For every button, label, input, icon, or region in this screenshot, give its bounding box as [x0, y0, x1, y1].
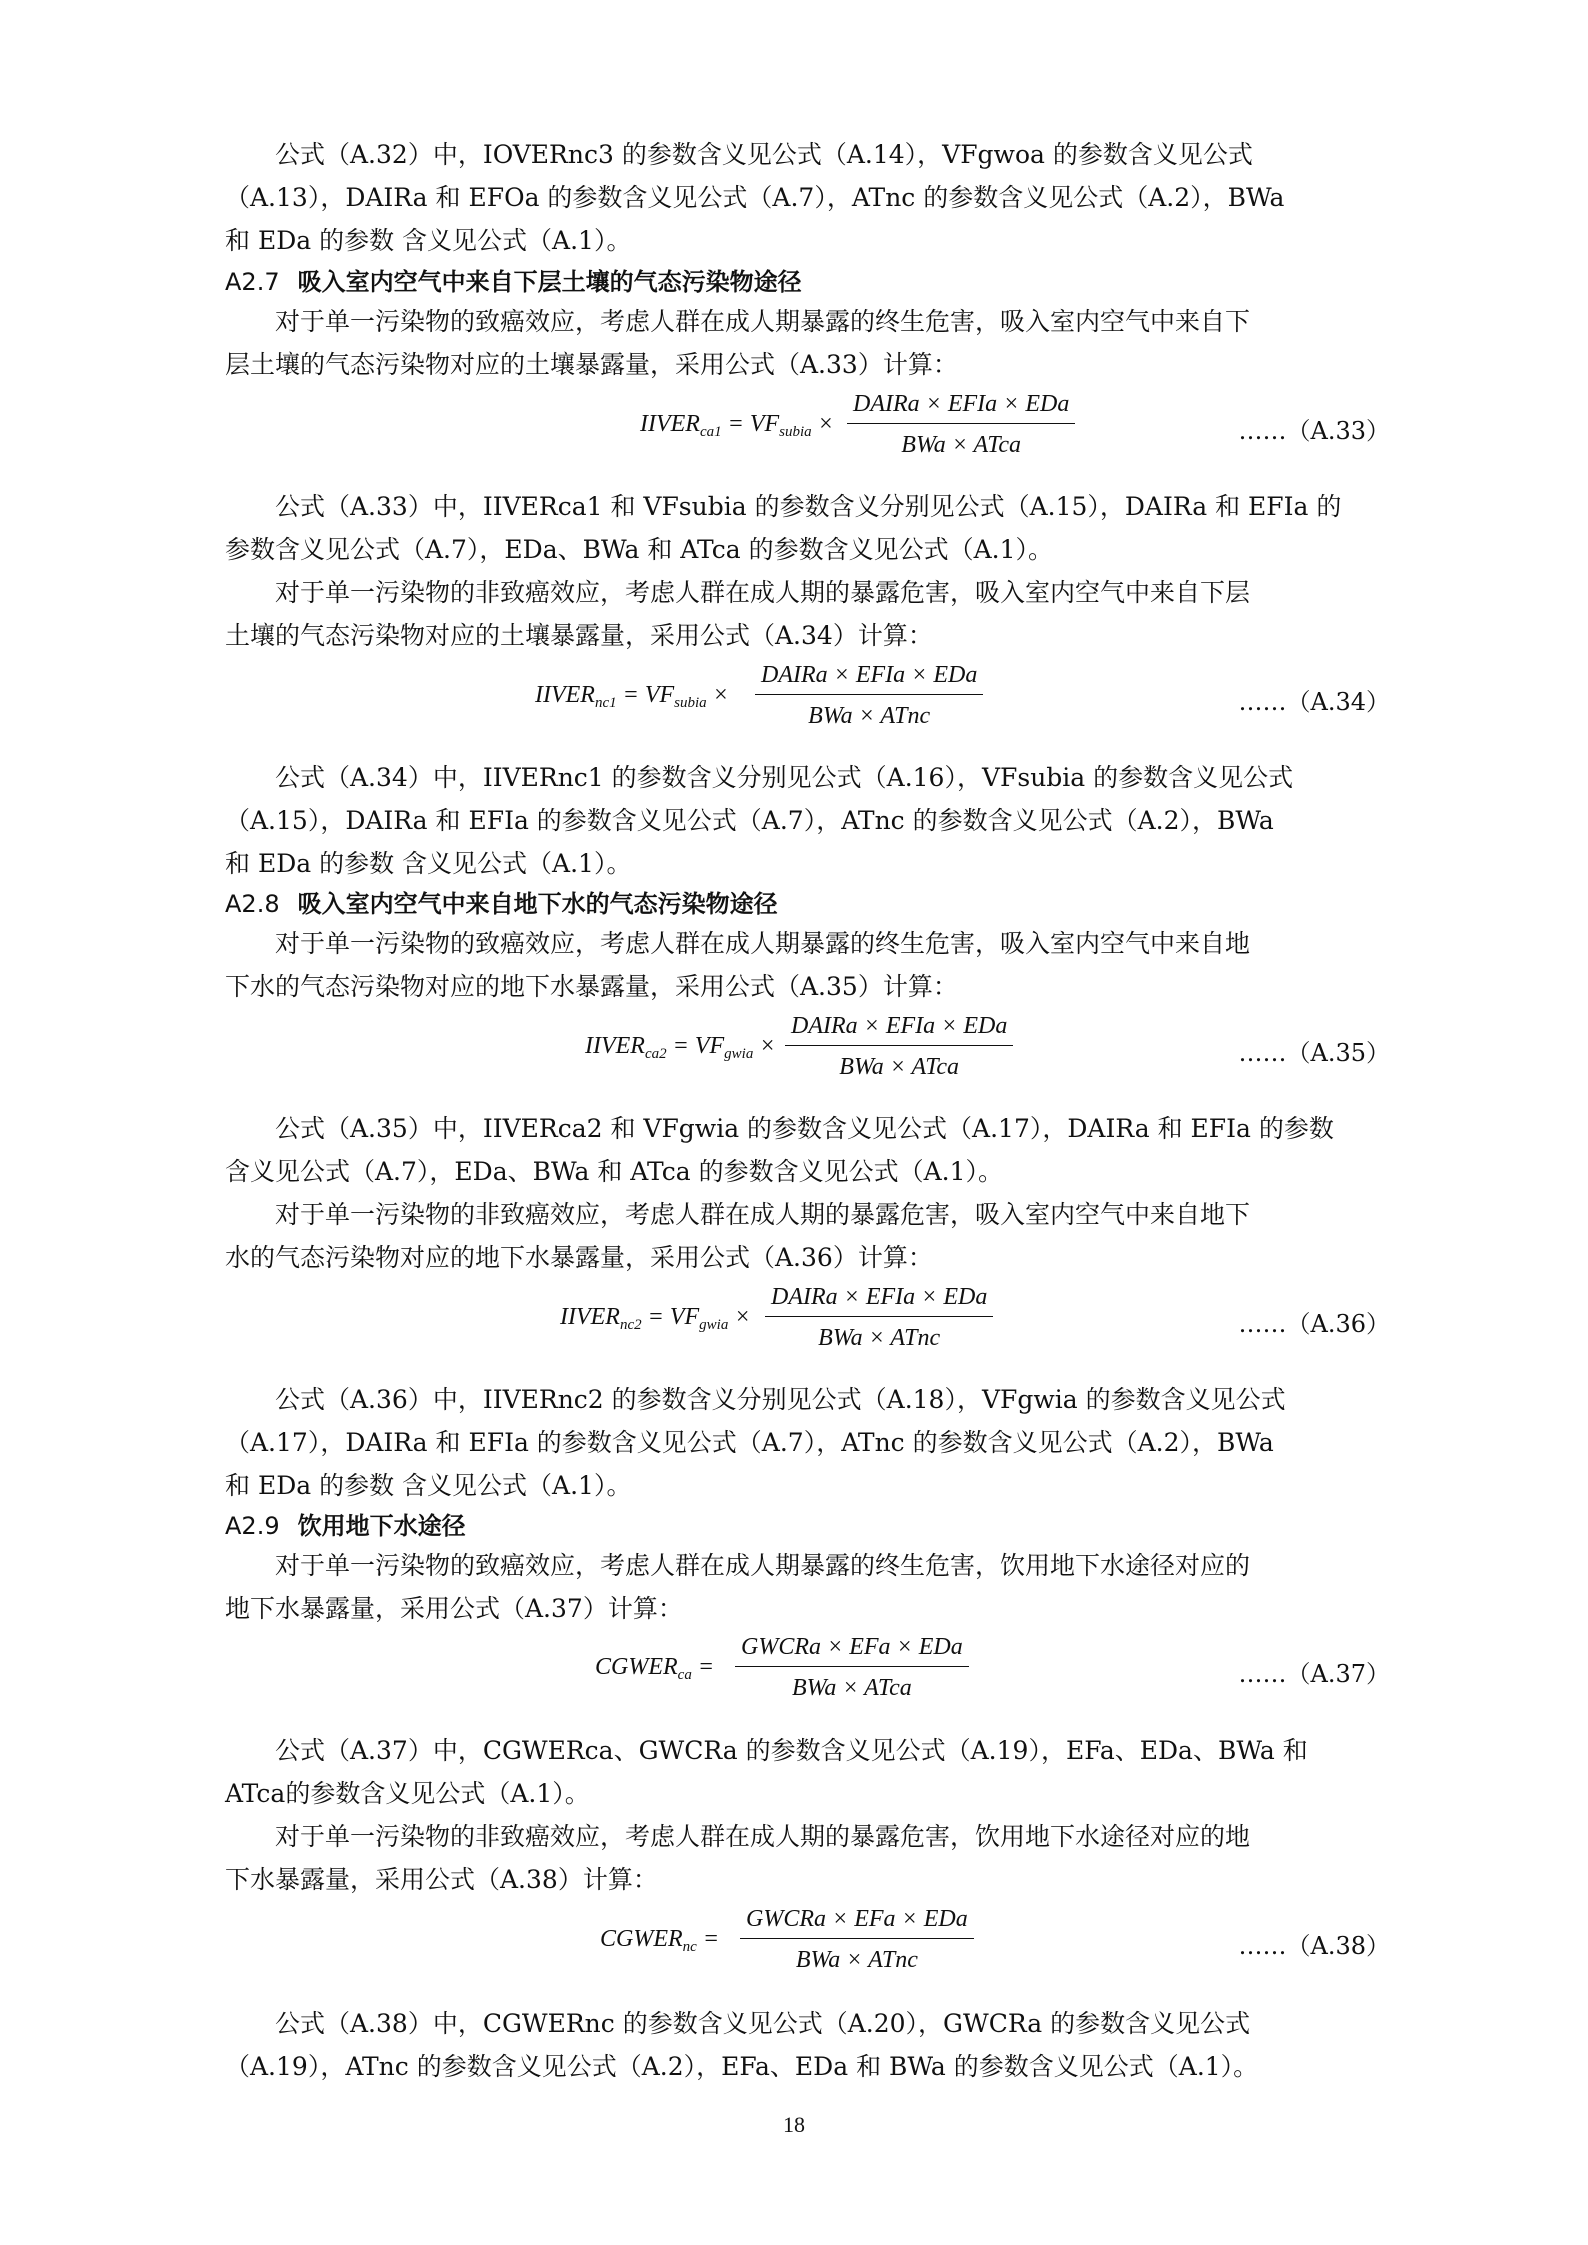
formula-denominator: BWa × ATnc [808, 703, 931, 729]
text-line: 下水的气态污染物对应的地下水暴露量，采用公式（A.35）计算： [225, 972, 958, 1001]
page-number: 18 [783, 2112, 805, 2137]
text-line: 公式（A.33）中，IIVERca1 和 VFsubia 的参数含义分别见公式（A.15），DAIRa 和 EFIa 的 [275, 492, 1342, 521]
formula-fraction [785, 1007, 1013, 1084]
formula-numerator: DAIRa × EFIa × EDa [765, 1278, 993, 1317]
formula-denominator: BWa × ATca [901, 432, 1022, 458]
formula-lhs: $IIVER_{ca1} = VF_{subia}$ × [640, 411, 834, 440]
text-line: 参数含义见公式（A.7），EDa、BWa 和 ATca 的参数含义见公式（A.1）。 [225, 535, 1053, 564]
text-line: 公式（A.34）中，IIVERnc1 的参数含义分别见公式（A.16），VFsubia 的参数含义见公式 [275, 763, 1294, 792]
section-number: A2.9 [225, 1512, 280, 1540]
formula-a34 [225, 656, 1400, 740]
formula-fraction [765, 1278, 993, 1355]
formula-numerator: GWCRa × EFa × EDa [740, 1900, 974, 1939]
section-title: 吸入室内空气中来自下层土壤的气态污染物途径 [297, 268, 802, 296]
formula-lhs: $CGWER_{ca}$ = [595, 1654, 715, 1683]
formula-a37 [225, 1628, 1400, 1712]
formula-a38 [225, 1900, 1400, 1984]
text-line: 公式（A.37）中，CGWERca、GWCRa 的参数含义见公式（A.19），EFa、EDa、BWa 和 [275, 1736, 1308, 1765]
text-line: 土壤的气态污染物对应的土壤暴露量，采用公式（A.34）计算： [225, 621, 933, 650]
section-title: 饮用地下水途径 [297, 1512, 466, 1540]
section-number: A2.8 [225, 890, 280, 918]
formula-denominator: BWa × ATca [791, 1675, 912, 1701]
text-line: 水的气态污染物对应的地下水暴露量，采用公式（A.36）计算： [225, 1243, 933, 1272]
formula-number: ……（A.37） [1238, 1660, 1390, 1688]
text-line: 公式（A.36）中，IIVERnc2 的参数含义分别见公式（A.18），VFgwia 的参数含义见公式 [275, 1385, 1286, 1414]
formula-a33 [225, 385, 1400, 469]
formula-number: ……（A.35） [1238, 1039, 1390, 1067]
formula-numerator: DAIRa × EFIa × EDa [847, 385, 1075, 424]
formula-number: ……（A.36） [1238, 1310, 1390, 1338]
formula-numerator: DAIRa × EFIa × EDa [755, 656, 983, 695]
formula-lhs: $IIVER_{nc2} = VF_{gwia}$ × [560, 1304, 751, 1333]
formula-lhs: $CGWER_{nc}$ = [600, 1926, 720, 1955]
formula-a36 [225, 1278, 1400, 1362]
section-title: 吸入室内空气中来自地下水的气态污染物途径 [297, 890, 778, 918]
paragraph-a33-intro [225, 300, 1400, 386]
formula-lhs: $IIVER_{nc1} = VF_{subia}$ × [535, 682, 729, 711]
formula-lhs: $IIVER_{ca2} = VF_{gwia}$ × [585, 1033, 776, 1062]
formula-fraction [735, 1628, 969, 1705]
formula-number: ……（A.34） [1238, 688, 1390, 716]
text-line: 含义见公式（A.7），EDa、BWa 和 ATca 的参数含义见公式（A.1）。 [225, 1157, 1003, 1186]
text-line: 对于单一污染物的致癌效应，考虑人群在成人期暴露的终生危害，吸入室内空气中来自地 [275, 929, 1251, 958]
text-line: 和 EDa 的参数 含义见公式（A.1）。 [225, 226, 632, 255]
text-line: 公式（A.35）中，IIVERca2 和 VFgwia 的参数含义见公式（A.17），DAIRa 和 EFIa 的参数 [275, 1114, 1334, 1143]
formula-number: ……（A.33） [1238, 417, 1390, 445]
text-line: 公式（A.38）中，CGWERnc 的参数含义见公式（A.20），GWCRa 的参数含义见公式 [275, 2009, 1251, 2038]
formula-fraction [755, 656, 983, 733]
paragraph-a36-explanation [225, 1378, 1400, 1507]
text-line: ATca的参数含义见公式（A.1）。 [225, 1779, 590, 1808]
text-line: 对于单一污染物的非致癌效应，考虑人群在成人期的暴露危害，饮用地下水途径对应的地 [275, 1822, 1251, 1851]
section-heading-a2-7 [225, 264, 802, 300]
text-line: 公式（A.32）中，IOVERnc3 的参数含义见公式（A.14），VFgwoa 的参数含义见公式 [275, 140, 1253, 169]
formula-a35 [225, 1007, 1400, 1091]
formula-denominator: BWa × ATnc [795, 1947, 918, 1973]
text-line: 对于单一污染物的致癌效应，考虑人群在成人期暴露的终生危害，吸入室内空气中来自下 [275, 307, 1251, 336]
text-line: 对于单一污染物的非致癌效应，考虑人群在成人期的暴露危害，吸入室内空气中来自下层 [275, 578, 1251, 607]
section-heading-a2-9 [225, 1508, 466, 1544]
paragraph-a33-explanation [225, 485, 1400, 571]
formula-numerator: DAIRa × EFIa × EDa [785, 1007, 1013, 1046]
paragraph-a37-intro [225, 1544, 1400, 1630]
paragraph-a36-intro [225, 1193, 1400, 1279]
paragraph-a37-explanation [225, 1729, 1400, 1815]
text-line: 层土壤的气态污染物对应的土壤暴露量，采用公式（A.33）计算： [225, 350, 958, 379]
formula-denominator: BWa × ATca [839, 1054, 960, 1080]
text-line: （A.17），DAIRa 和 EFIa 的参数含义见公式（A.7），ATnc 的参数含义见公式（A.2），BWa [225, 1428, 1274, 1457]
paragraph-a38-explanation [225, 2002, 1400, 2088]
paragraph-a34-intro [225, 571, 1400, 657]
text-line: 对于单一污染物的非致癌效应，考虑人群在成人期的暴露危害，吸入室内空气中来自地下 [275, 1200, 1251, 1229]
formula-number: ……（A.38） [1238, 1932, 1390, 1960]
section-number: A2.7 [225, 268, 280, 296]
text-line: 下水暴露量，采用公式（A.38）计算： [225, 1865, 658, 1894]
text-line: （A.19），ATnc 的参数含义见公式（A.2），EFa、EDa 和 BWa 的参数含义见公式（A.1）。 [225, 2052, 1259, 2081]
text-line: 和 EDa 的参数 含义见公式（A.1）。 [225, 849, 632, 878]
paragraph-a32-explanation [225, 133, 1400, 262]
section-heading-a2-8 [225, 886, 778, 922]
text-line: （A.15），DAIRa 和 EFIa 的参数含义见公式（A.7），ATnc 的参数含义见公式（A.2），BWa [225, 806, 1274, 835]
paragraph-a38-intro [225, 1815, 1400, 1901]
formula-denominator: BWa × ATnc [818, 1325, 941, 1351]
formula-numerator: GWCRa × EFa × EDa [735, 1628, 969, 1667]
formula-fraction [740, 1900, 974, 1977]
paragraph-a35-explanation [225, 1107, 1400, 1193]
text-line: （A.13），DAIRa 和 EFOa 的参数含义见公式（A.7），ATnc 的参数含义见公式（A.2），BWa [225, 183, 1285, 212]
formula-fraction [847, 385, 1075, 462]
paragraph-a35-intro [225, 922, 1400, 1008]
text-line: 和 EDa 的参数 含义见公式（A.1）。 [225, 1471, 632, 1500]
text-line: 地下水暴露量，采用公式（A.37）计算： [225, 1594, 683, 1623]
text-line: 对于单一污染物的致癌效应，考虑人群在成人期暴露的终生危害，饮用地下水途径对应的 [275, 1551, 1251, 1580]
paragraph-a34-explanation [225, 756, 1400, 885]
